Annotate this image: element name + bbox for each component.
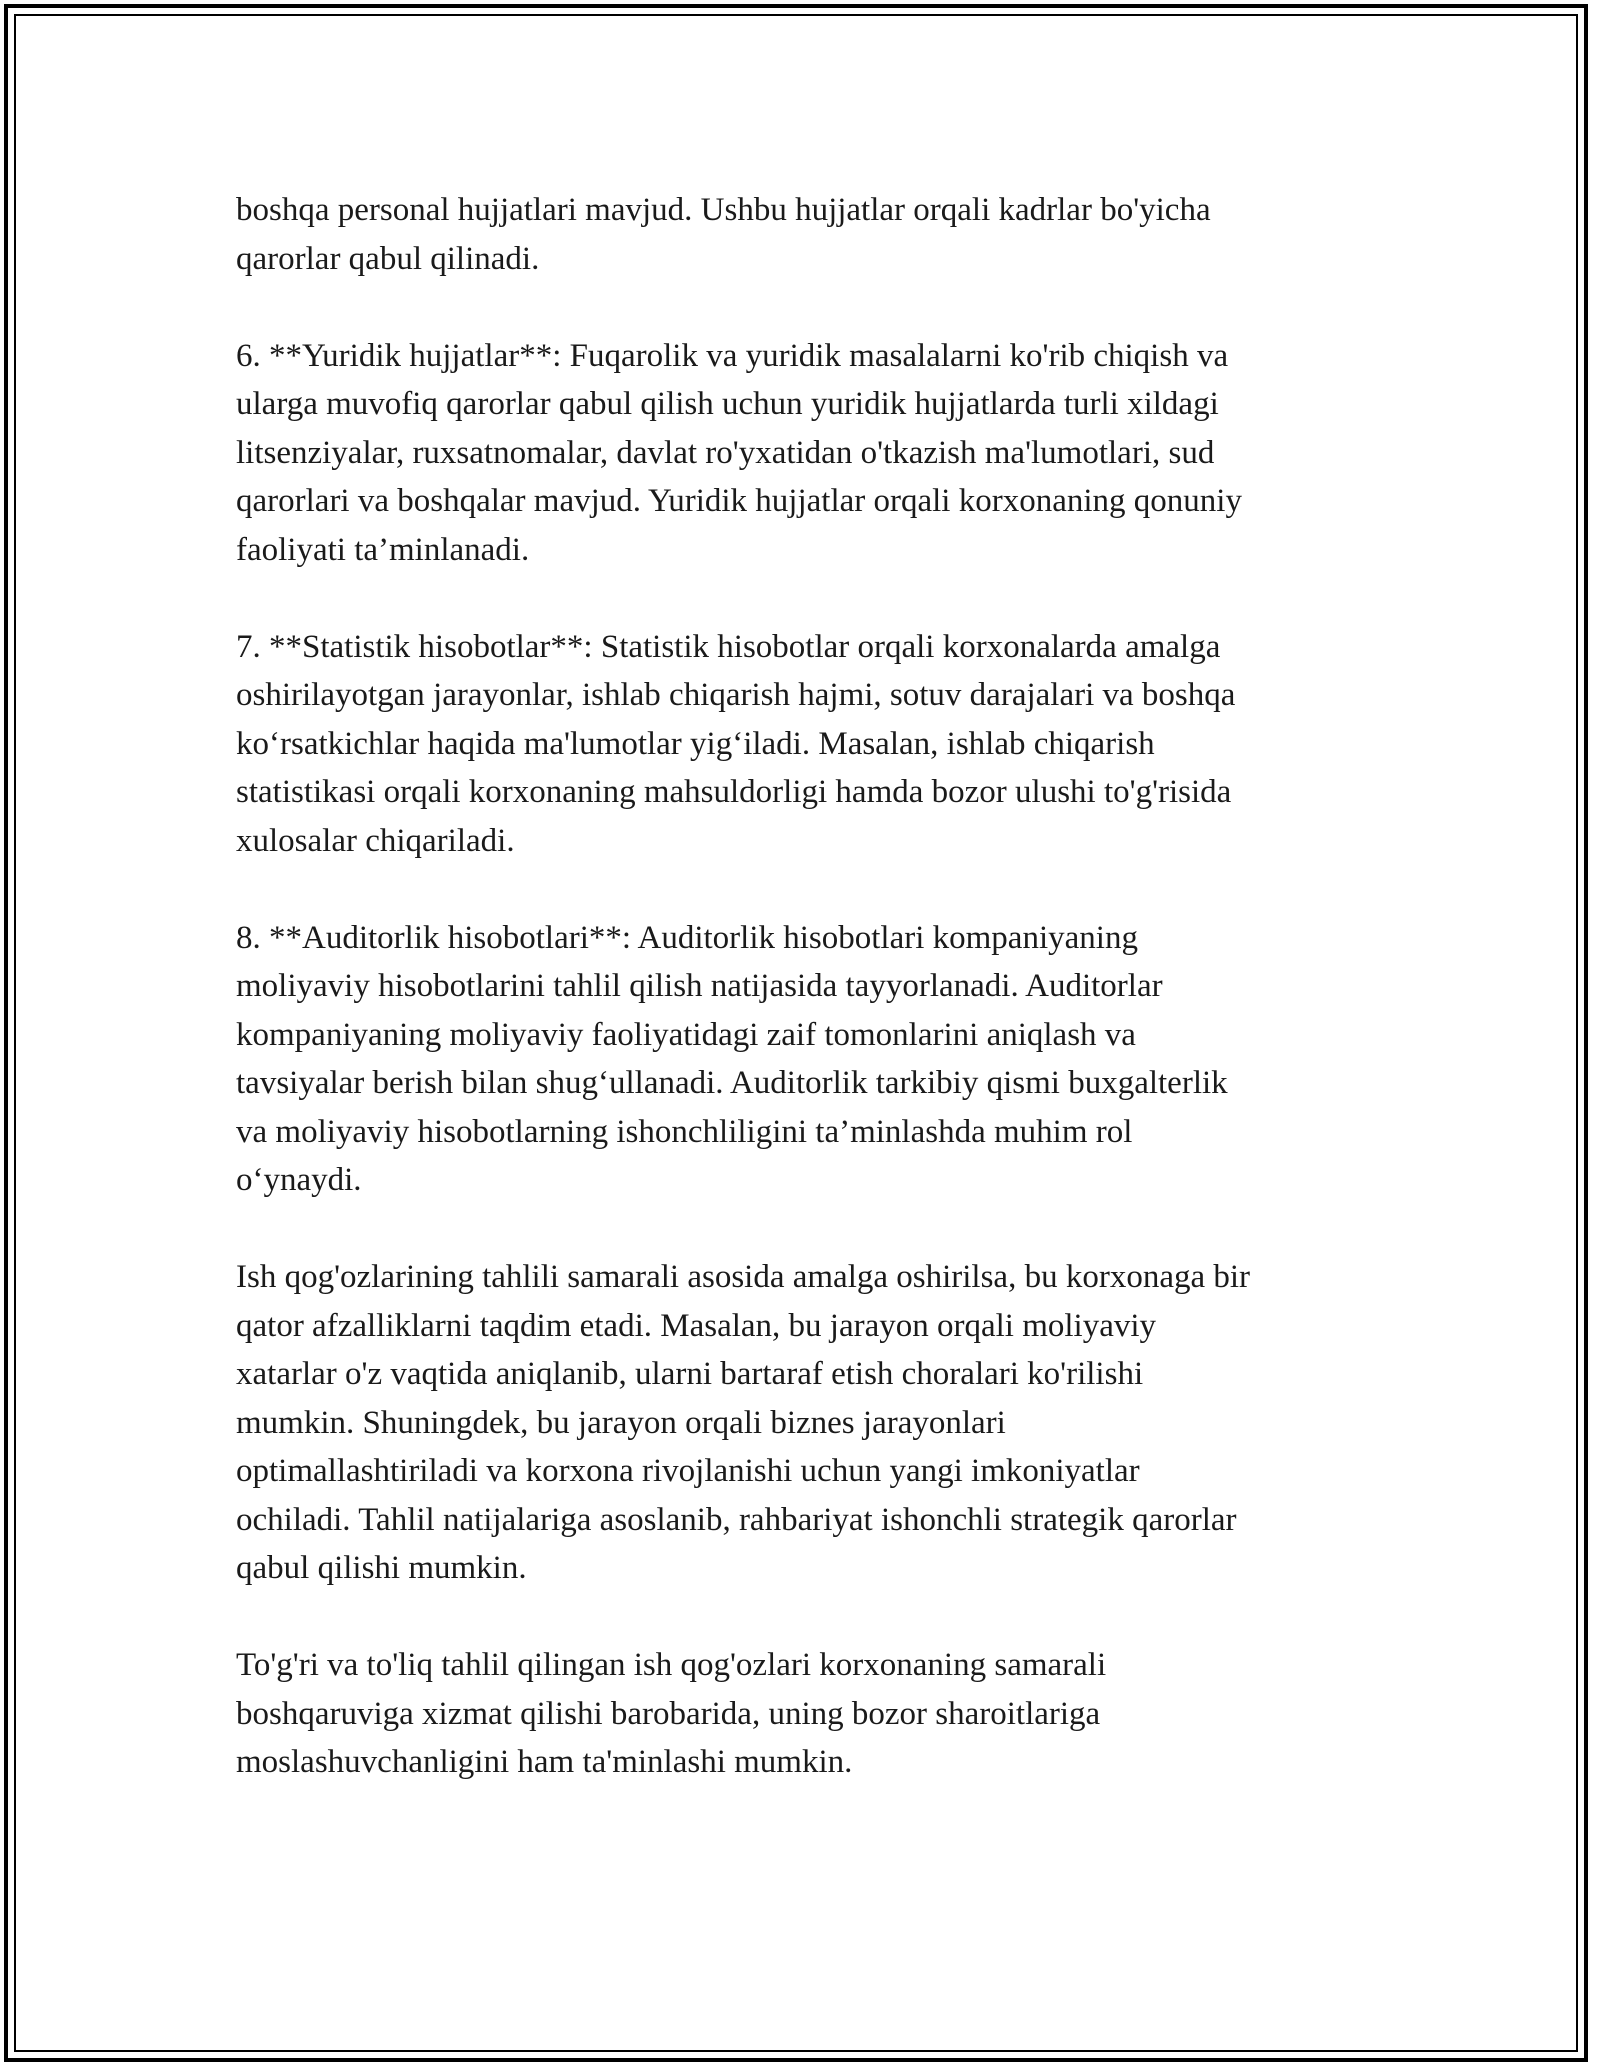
paragraph-statistical-reports: 7. **Statistik hisobotlar**: Statistik hisobotlar orqali korxonalarda amalga oshirilayotgan jarayonlar, ishlab chiqarish hajmi, sotuv darajalari va boshqa koʻrsatkichlar haqida ma'lumotlar yigʻiladi. Masalan, ishlab chiqarish statistikasi orqali korxonaning mahsuldorligi hamda bozor ulushi to'g'risida xulosalar chiqariladi. — [236, 628, 1236, 859]
paragraph-audit-reports: 8. **Auditorlik hisobotlari**: Auditorlik hisobotlari kompaniyaning moliyaviy hisobotlarini tahlil qilish natijasida tayyorlanadi. Auditorlar kompaniyaning moliyaviy faoliyatidagi zaif tomonlarini aniqlash va tavsiyalar berish bilan shugʻullanadi. Auditorlik tarkibiy qismi buxgalterlik va moliyaviy hisobotlarning ishonchliligini ta’minlashda muhim rol oʻynaydi. — [236, 919, 1228, 1198]
paragraph-legal-documents: 6. **Yuridik hujjatlar**: Fuqarolik va yuridik masalalarni ko'rib chiqish va ularga muvofiq qarorlar qabul qilish uchun yuridik hujjatlarda turli xildagi litsenziyalar, ruxsatnomalar, davlat ro'yxatidan o'tkazish ma'lumotlari, sud qarorlari va boshqalar mavjud. Yuridik hujjatlar orqali korxonaning qonuniy faoliyati ta’minlanadi. — [236, 337, 1242, 568]
document-body — [236, 186, 1386, 1835]
paragraph-personal-documents: boshqa personal hujjatlari mavjud. Ushbu hujjatlar orqali kadrlar bo'yicha qarorlar qabul qilinadi. — [236, 192, 1211, 277]
paragraph-analysis-benefits: Ish qog'ozlarining tahlili samarali asosida amalga oshirilsa, bu korxonaga bir qator afzalliklarni taqdim etadi. Masalan, bu jarayon orqali moliyaviy xatarlar o'z vaqtida aniqlanib, ularni bartaraf etish choralari ko'rilishi mumkin. Shuningdek, bu jarayon orqali biznes jarayonlari optimallashtiriladi va korxona rivojlanishi uchun yangi imkoniyatlar ochiladi. Tahlil natijalariga asoslanib, rahbariyat ishonchli strategik qarorlar qabul qilishi mumkin. — [236, 1259, 1251, 1586]
paragraph-conclusion: To'g'ri va to'liq tahlil qilingan ish qog'ozlari korxonaning samarali boshqaruviga xizmat qilishi barobarida, uning bozor sharoitlariga moslashuvchanligini ham ta'minlashi mumkin. — [236, 1647, 1107, 1780]
